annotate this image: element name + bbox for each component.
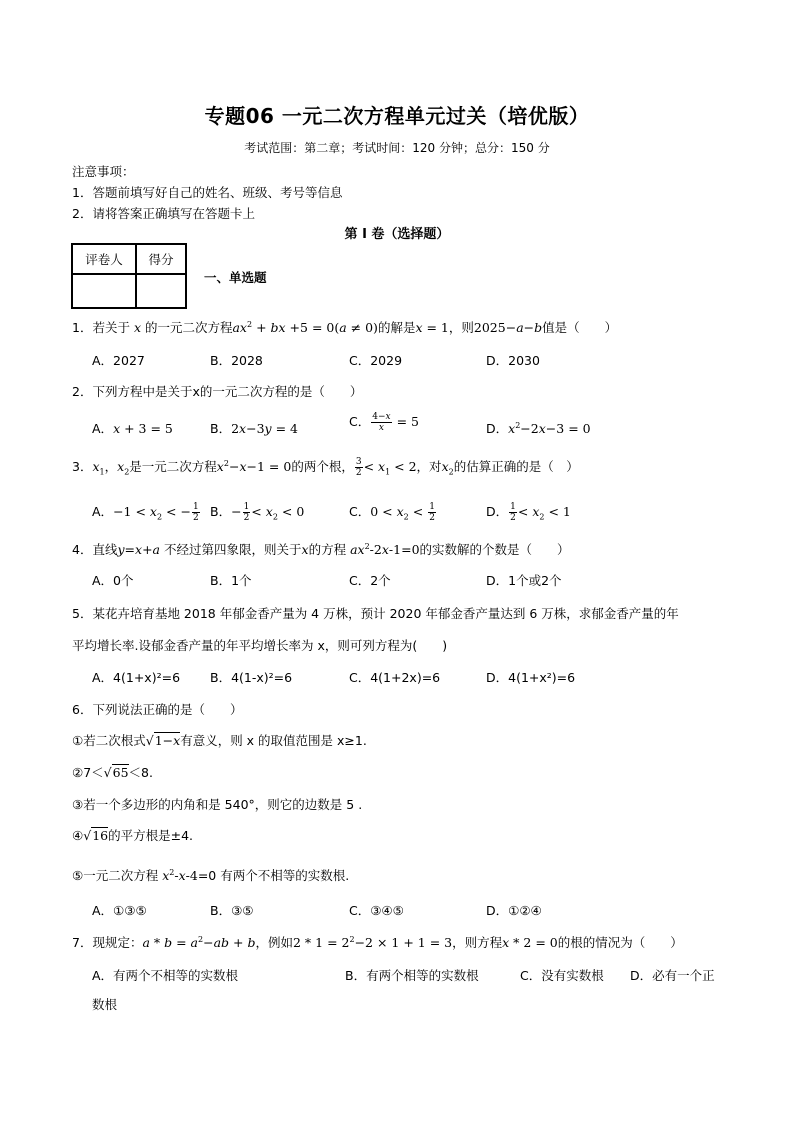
q6-option-c[interactable]: C．③④⑤ <box>349 903 404 918</box>
q2-option-c[interactable]: C． $\frac{4-x}{x}$ = 5 <box>349 412 419 433</box>
q4-option-d[interactable]: D．1个或2个 <box>486 573 562 588</box>
score-cell[interactable] <box>136 274 186 308</box>
notes-header: 注意事项： <box>72 164 135 179</box>
q6-option-d[interactable]: D．①②④ <box>486 903 542 918</box>
q6-statement-5: ⑤一元二次方程 $x^2-x-4=0$ 有两个不相等的实数根. <box>72 867 350 883</box>
q1-option-c[interactable]: C．2029 <box>349 353 403 368</box>
score-table <box>71 243 187 309</box>
section-heading: 一、单选题 <box>204 270 267 285</box>
q7-option-d-continued: 数根 <box>92 997 118 1012</box>
grader-header: 评卷人 <box>72 244 136 274</box>
q5-option-a[interactable]: A．4(1+x)²=6 <box>92 670 181 685</box>
q5-option-c[interactable]: C．4(1+2x)=6 <box>349 670 441 685</box>
question-5-line-2: 平均增长率.设郁金香产量的年平均增长率为 x，则可列方程为( ) <box>72 638 448 653</box>
q2-option-b[interactable]: B．2x−3y = 4 <box>210 421 298 436</box>
question-1: 1．若关于 x 的一元二次方程$ax^2$ + bx +5 = 0(a ≠ 0)的解是x = 1，则2025−a−b值是（ ） <box>72 319 618 335</box>
grader-cell[interactable] <box>72 274 136 308</box>
note-1: 1．答题前填写好自己的姓名、班级、考号等信息 <box>72 185 343 200</box>
q5-option-d[interactable]: D．4(1+x²)=6 <box>486 670 576 685</box>
q6-statement-2: ②7＜√65＜8. <box>72 765 153 780</box>
q7-option-a[interactable]: A．有两个不相等的实数根 <box>92 968 239 983</box>
q4-option-a[interactable]: A．0个 <box>92 573 134 588</box>
question-6: 6．下列说法正确的是（ ） <box>72 702 243 717</box>
q6-statement-4: ④√16的平方根是±4. <box>72 828 193 843</box>
q2-option-a[interactable]: A．x + 3 = 5 <box>92 421 173 436</box>
q3-option-a[interactable]: A．$-1 < x_2$ < − $\frac{1}{2}$ <box>92 502 199 523</box>
question-5-line-1: 5．某花卉培育基地 2018 年郁金香产量为 4 万株，预计 2020 年郁金香产量达到 6 万株，求郁金香产量的年 <box>72 606 679 621</box>
q4-option-b[interactable]: B．1个 <box>210 573 252 588</box>
q4-option-c[interactable]: C．2个 <box>349 573 391 588</box>
q7-option-d[interactable]: D．必有一个正 <box>630 968 715 983</box>
q1-option-d[interactable]: D．2030 <box>486 353 540 368</box>
exam-info: 考试范围：第二章；考试时间：120 分钟；总分：150 分 <box>244 141 550 155</box>
question-2: 2．下列方程中是关于x的一元二次方程的是（ ） <box>72 384 363 399</box>
q1-option-b[interactable]: B．2028 <box>210 353 263 368</box>
q7-option-b[interactable]: B．有两个相等的实数根 <box>345 968 479 983</box>
q1-option-a[interactable]: A．2027 <box>92 353 145 368</box>
question-4: 4．直线y=x+a 不经过第四象限，则关于x的方程 $ax^2-2x-1=0$的实数解的个数是（ ） <box>72 541 570 557</box>
q6-option-a[interactable]: A．①③⑤ <box>92 903 147 918</box>
q6-statement-1: ①若二次根式√1−x有意义，则 x 的取值范围是 x≥1. <box>72 733 367 748</box>
q3-option-d[interactable]: D． $\frac{1}{2}$ < $x_2 < 1$ <box>486 502 571 523</box>
page-title: 专题06 一元二次方程单元过关（培优版） <box>204 104 590 128</box>
q6-statement-3: ③若一个多边形的内角和是 540°，则它的边数是 5 . <box>72 797 363 812</box>
question-7: 7．现规定：$a * b = a^2-ab + b$，例如$2 * 1 = 2^2-2 \times 1 + 1 = 3$，则方程x * 2 = 0的根的情况为（ ） <box>72 934 683 950</box>
q6-option-b[interactable]: B．③⑤ <box>210 903 254 918</box>
question-3: 3．$x_1$，$x_2$是一元二次方程$x^2-x-1 = 0$的两个根， $\frac{3}{2}$ < $x_1 < 2$，对$x_2$的估算正确的是（ ） <box>72 457 579 478</box>
q5-option-b[interactable]: B．4(1-x)²=6 <box>210 670 293 685</box>
q2-option-d[interactable]: D．$x^2-2x-3 = 0$ <box>486 420 591 436</box>
q3-option-c[interactable]: C．$0 < x_2$ < $\frac{1}{2}$ <box>349 502 435 523</box>
note-2: 2．请将答案正确填写在答题卡上 <box>72 206 255 221</box>
q7-option-c[interactable]: C．没有实数根 <box>520 968 604 983</box>
score-header: 得分 <box>136 244 186 274</box>
q3-option-b[interactable]: B．− $\frac{1}{2}$ < $x_2 < 0$ <box>210 502 305 523</box>
volume-title: 第 I 卷（选择题） <box>344 227 450 242</box>
